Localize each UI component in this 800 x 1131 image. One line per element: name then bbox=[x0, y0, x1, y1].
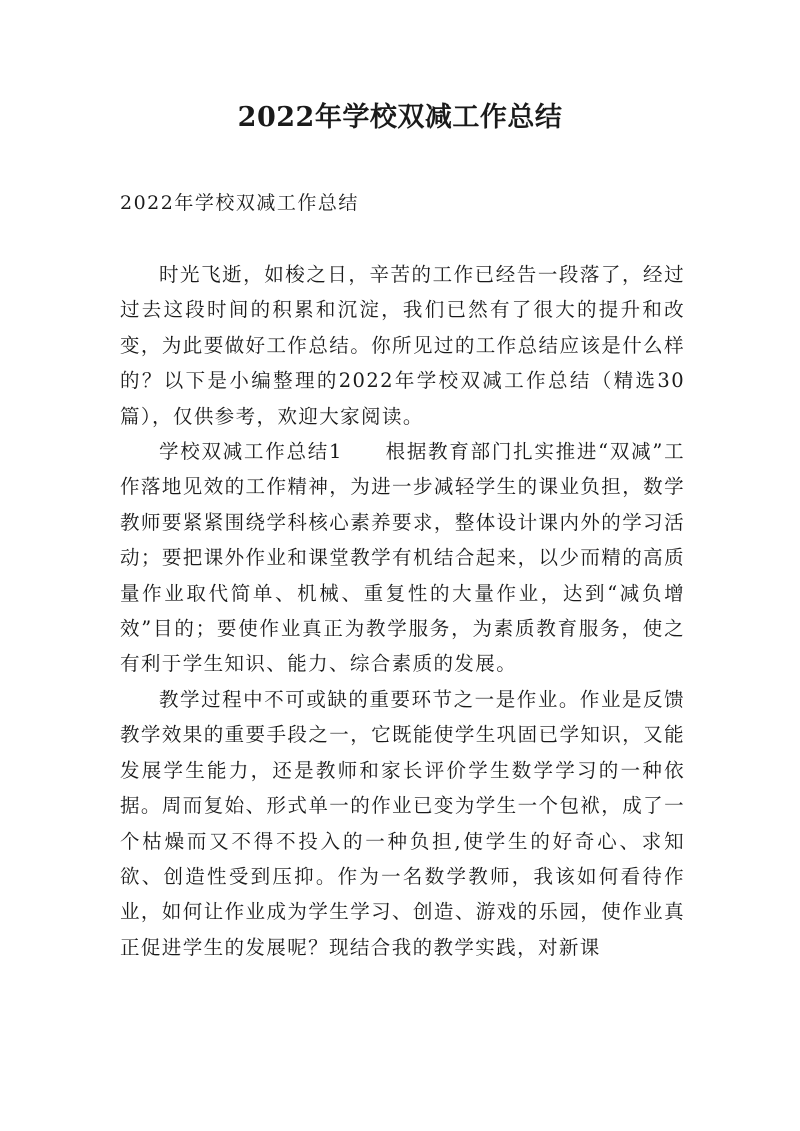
document-title: 2022年学校双减工作总结 bbox=[237, 102, 563, 133]
paragraph-homework: 教学过程中不可或缺的重要环节之一是作业。作业是反馈教学效果的重要手段之一，它既能使学生巩固已学知识，又能发展学生能力，还是教师和家长评价学生数学学习的一种依据。周而复始、形式单一的作业已变为学生一个包袱，成了一个枯燥而又不得不投入的一种负担,使学生的好奇心、求知欲、创造性受到压抑。作为一名数学教师，我该如何看待作业，如何让作业成为学生学习、创造、游戏的乐园，使作业真正促进学生的发展呢？现结合我的教学实践，对新课 bbox=[120, 687, 685, 959]
document-subtitle: 2022年学校双减工作总结 bbox=[120, 192, 359, 214]
paragraph-summary-1: 学校双减工作总结1 根据教育部门扎实推进“双减”工作落地见效的工作精神，为进一步减轻学生的课业负担，数学教师要紧紧围绕学科核心素养要求，整体设计课内外的学习活动；要把课外作业和课堂教学有机结合起来，以少而精的高质量作业取代简单、机械、重复性的大量作业，达到“减负增效”目的；要使作业真正为教学服务，为素质教育服务，使之有利于学生知识、能力、综合素质的发展。 bbox=[120, 440, 685, 676]
document-body bbox=[120, 257, 685, 965]
paragraph-intro: 时光飞逝，如梭之日，辛苦的工作已经告一段落了，经过过去这段时间的积累和沉淀，我们已然有了很大的提升和改变，为此要做好工作总结。你所见过的工作总结应该是什么样的？以下是小编整理的2022年学校双减工作总结（精选30篇），仅供参考，欢迎大家阅读。 bbox=[120, 263, 685, 428]
